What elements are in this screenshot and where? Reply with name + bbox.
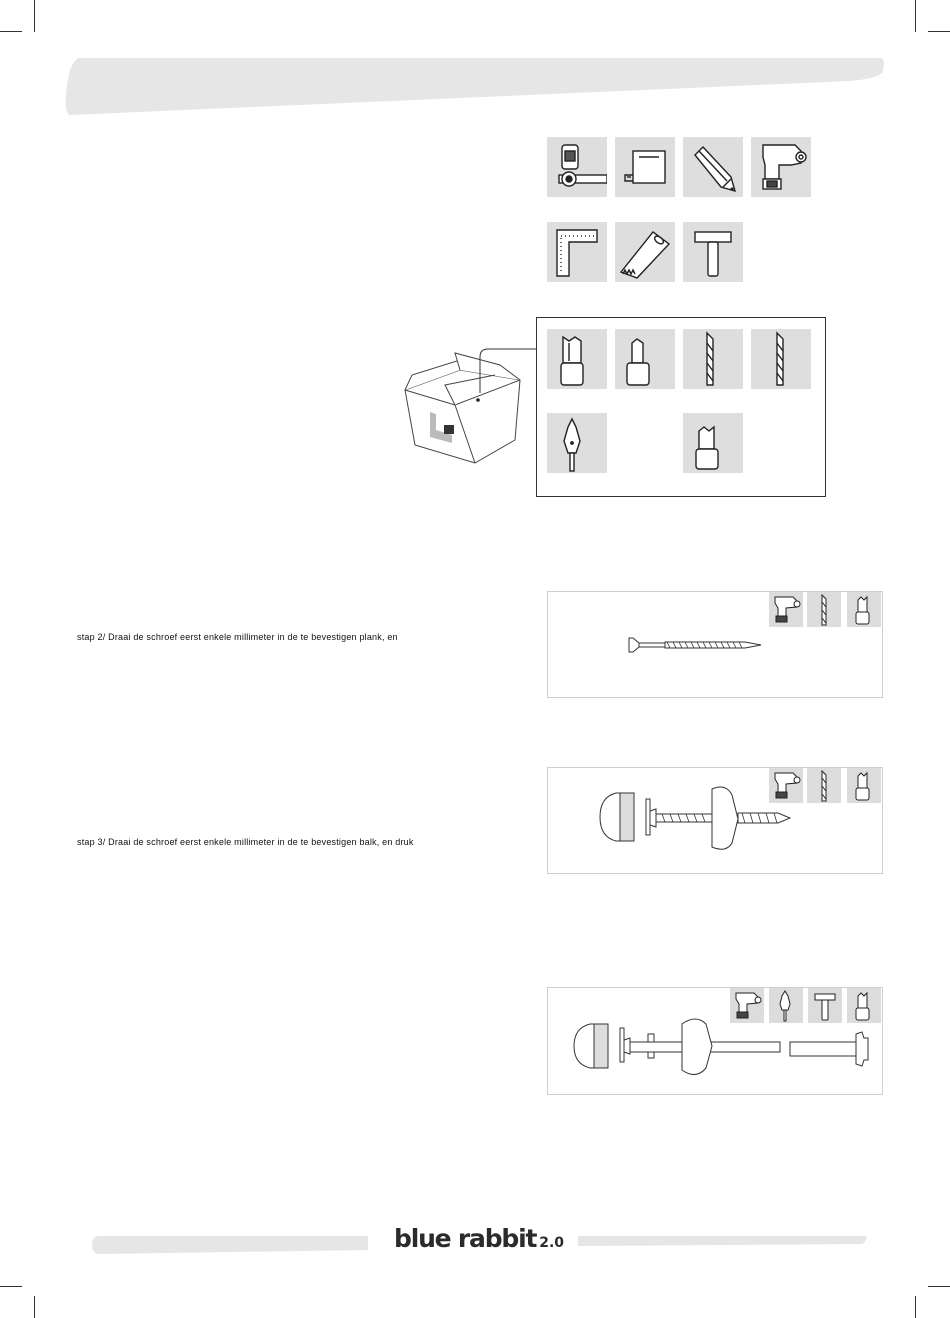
hammer-icon [683,222,743,282]
torx-bit-icon [615,329,675,389]
drill-icon [751,137,811,197]
socket-wrench-icon [547,137,607,197]
brand-logo [394,1224,564,1253]
footer-band-right [578,1234,870,1248]
crop-mark [34,1296,35,1318]
crop-mark [0,1286,22,1287]
crop-mark [928,31,950,32]
torx-bit-icon [547,329,607,389]
cap-screw-illustration [598,785,793,855]
crop-mark [34,0,35,32]
pencil-icon [683,137,743,197]
step-2-text: stap 2/ Draai de schroef eerst enkele millimeter in de te bevestigen plank, en [77,632,398,642]
crop-mark [915,0,916,32]
torx-bit-icon [683,413,743,473]
drill-bit-icon [807,592,841,627]
tape-measure-icon [615,137,675,197]
brand-version: 2.0 [539,1235,565,1251]
drill-icon [769,592,803,627]
footer-band-left [90,1234,370,1256]
crop-mark [915,1296,916,1318]
square-ruler-icon [547,222,607,282]
drill-bit-icon [683,329,743,389]
torx-bit-icon [847,592,881,627]
torx-bit-icon [847,768,881,803]
crop-mark [0,31,22,32]
spade-bit-icon [547,413,607,473]
callout-line [474,345,544,405]
bolt-assembly-illustration [572,1018,872,1080]
header-band [60,55,890,120]
brand-name: blue rabbit [394,1224,537,1253]
step-3-text: stap 3/ Draai de schroef eerst enkele millimeter in de te bevestigen balk, en druk [77,837,414,847]
drill-bit-icon [751,329,811,389]
saw-icon [615,222,675,282]
drill-bit-icon [807,768,841,803]
screw-illustration [625,634,765,656]
crop-mark [928,1286,950,1287]
